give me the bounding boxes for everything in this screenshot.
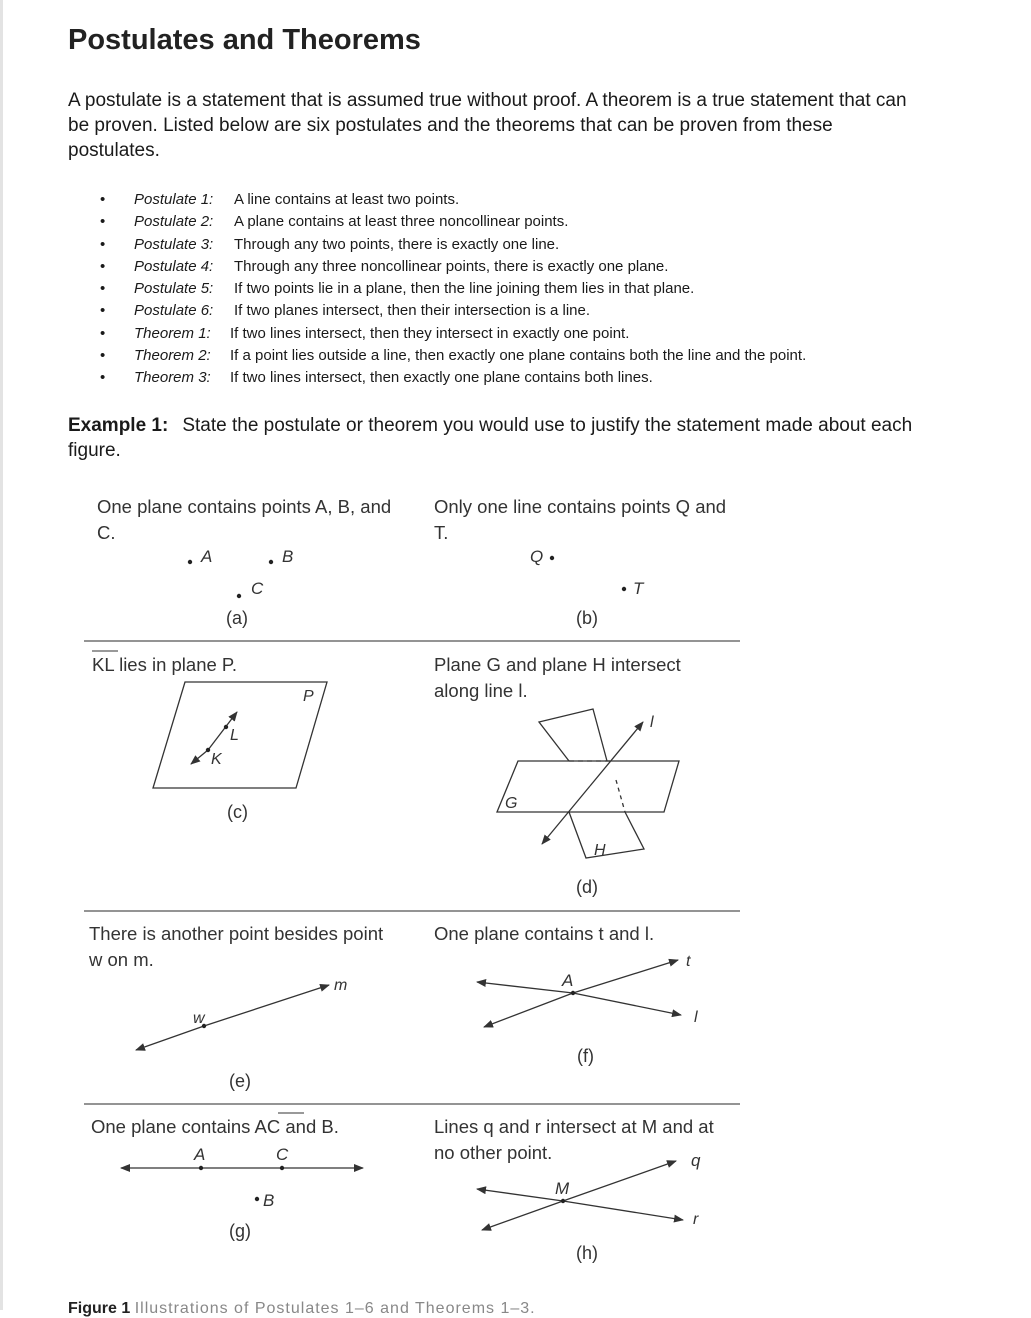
point-a-label: A <box>201 547 213 566</box>
bullet: • <box>100 191 106 208</box>
bullet: • <box>100 369 106 387</box>
line-m-arrow <box>136 1026 204 1050</box>
item-label: Postulate 6: <box>134 302 214 320</box>
plane-h-hidden-edge <box>616 780 625 812</box>
plane-h <box>539 709 607 761</box>
line-l-arrow <box>590 722 643 786</box>
item-label: Postulate 3: <box>134 235 214 253</box>
item-text: If two lines intersect, then they intersect in exactly one point. <box>230 324 630 342</box>
point-k-label: K <box>211 751 222 768</box>
line-l-label: l <box>650 714 654 731</box>
point-c-label: C <box>276 1145 289 1164</box>
figure-a-statement: One plane contains points A, B, and C. <box>97 496 392 543</box>
item-label: Theorem 1: <box>134 324 211 342</box>
figure-d-statement: Plane G and plane H intersect along line l. <box>434 654 681 701</box>
plane-h-label: H <box>594 842 606 859</box>
bullet: • <box>100 235 106 253</box>
figure-a-caption: (a) <box>226 608 248 628</box>
figure-b-statement: Only one line contains points Q and T. <box>434 496 727 543</box>
point-m-label: M <box>555 1179 570 1198</box>
figure-d-caption: (d) <box>576 877 598 897</box>
line-q-arrow <box>482 1201 563 1230</box>
point-b-label: B <box>263 1191 275 1210</box>
point-c <box>280 1166 284 1170</box>
plane-p-label: P <box>303 688 314 705</box>
point-a <box>199 1166 203 1170</box>
figure-b-caption: (b) <box>576 608 598 628</box>
point-a <box>188 560 192 564</box>
item-label: Theorem 2: <box>134 347 211 365</box>
point-l <box>224 725 228 729</box>
figure-h-statement: Lines q and r intersect at M and at no other point. <box>434 1116 714 1163</box>
figure-f-caption: (f) <box>577 1046 594 1066</box>
line-r-label: r <box>693 1211 699 1228</box>
point-w-label: w <box>193 1010 205 1027</box>
item-text: A plane contains at least three noncollinear points. <box>234 213 569 231</box>
point-a-label: A <box>562 971 574 990</box>
item-text: A line contains at least two points. <box>234 191 460 208</box>
bullet: • <box>100 347 106 365</box>
bullet: • <box>100 302 106 320</box>
panel-e <box>136 977 347 1091</box>
figure-caption <box>68 1300 536 1318</box>
point-a <box>571 991 575 995</box>
line-l-arrow <box>477 982 573 993</box>
point-m <box>561 1199 565 1203</box>
bullet: • <box>100 213 106 231</box>
line-m-label: m <box>334 977 348 994</box>
panel-f <box>477 953 698 1066</box>
point-k <box>206 748 210 752</box>
figure-e-caption: (e) <box>229 1071 251 1091</box>
plane-g <box>497 761 679 812</box>
point-b <box>255 1197 259 1201</box>
point-q-label: Q <box>530 547 544 566</box>
point-c <box>237 594 241 598</box>
bullet: • <box>100 257 106 275</box>
point-b <box>269 560 273 564</box>
intro-paragraph: A postulate is a statement that is assumed true without proof. A theorem is a true statement that can be proven. Listed below are six postulates and the theorems that can be proven from these postulates. <box>68 90 907 161</box>
point-c-label: C <box>251 579 264 598</box>
line-t-arrow <box>484 993 573 1027</box>
line-l-arrow <box>573 993 681 1015</box>
line-r-arrow <box>563 1201 683 1220</box>
item-text: Through any two points, there is exactly one line. <box>234 235 560 253</box>
item-label: Postulate 4: <box>134 257 214 275</box>
panel-c <box>153 682 327 822</box>
figure-g-caption: (g) <box>229 1221 251 1241</box>
plane-h <box>569 812 644 858</box>
item-label: Postulate 2: <box>134 213 214 231</box>
plane-p <box>153 682 327 788</box>
item-text: If a point lies outside a line, then exactly one plane contains both the line and the point. <box>230 347 807 365</box>
item-label: Postulate 1: <box>134 191 214 208</box>
example-label: Example 1: <box>68 415 169 436</box>
item-text: If two points lie in a plane, then the line joining them lies in that plane. <box>234 280 695 298</box>
item-text: If two planes intersect, then their intersection is a line. <box>234 302 591 320</box>
line-l-arrow <box>542 786 590 844</box>
line-t-arrow <box>573 960 678 993</box>
panel-h <box>477 1151 701 1263</box>
line-m-arrow <box>204 985 329 1026</box>
bullet: • <box>100 324 106 342</box>
point-q <box>550 556 554 560</box>
panel-b <box>530 547 645 628</box>
item-text: Through any three noncollinear points, there is exactly one plane. <box>234 257 669 275</box>
figure-c-statement: KL lies in plane P. <box>92 654 238 675</box>
item-label: Postulate 5: <box>134 280 214 298</box>
point-b-label: B <box>282 547 294 566</box>
figure-g-statement: One plane contains AC and B. <box>91 1116 339 1137</box>
bullet: • <box>100 280 106 298</box>
figure-c-caption: (c) <box>227 802 248 822</box>
panel-a <box>188 547 294 628</box>
plane-g-label: G <box>505 795 518 812</box>
point-l-label: L <box>230 727 239 744</box>
line-kl-arrow <box>191 750 208 764</box>
figure-h-caption: (h) <box>576 1243 598 1263</box>
figure-caption-label: Figure 1 <box>68 1300 131 1317</box>
point-t-label: T <box>633 579 644 598</box>
line-q-label: q <box>691 1151 701 1170</box>
figure-e-statement: There is another point besides point w on m. <box>89 923 384 970</box>
line-t-label: t <box>686 953 691 970</box>
figure-f-statement: One plane contains t and l. <box>434 923 655 944</box>
point-a-label: A <box>194 1145 206 1164</box>
example-text: State the postulate or theorem you would use to justify the statement made about each figure. <box>68 415 913 461</box>
figure-caption-text: Illustrations of Postulates 1–6 and Theorems 1–3. <box>134 1300 536 1317</box>
item-label: Theorem 3: <box>134 369 211 387</box>
line-q-arrow <box>563 1161 676 1201</box>
panel-g <box>121 1145 363 1241</box>
point-t <box>622 587 626 591</box>
panel-d <box>497 709 679 897</box>
line-r-arrow <box>477 1189 563 1201</box>
item-text: If two lines intersect, then exactly one plane contains both lines. <box>230 369 653 387</box>
page-title: Postulates and Theorems <box>68 24 421 56</box>
line-l-label: l <box>694 1009 698 1026</box>
